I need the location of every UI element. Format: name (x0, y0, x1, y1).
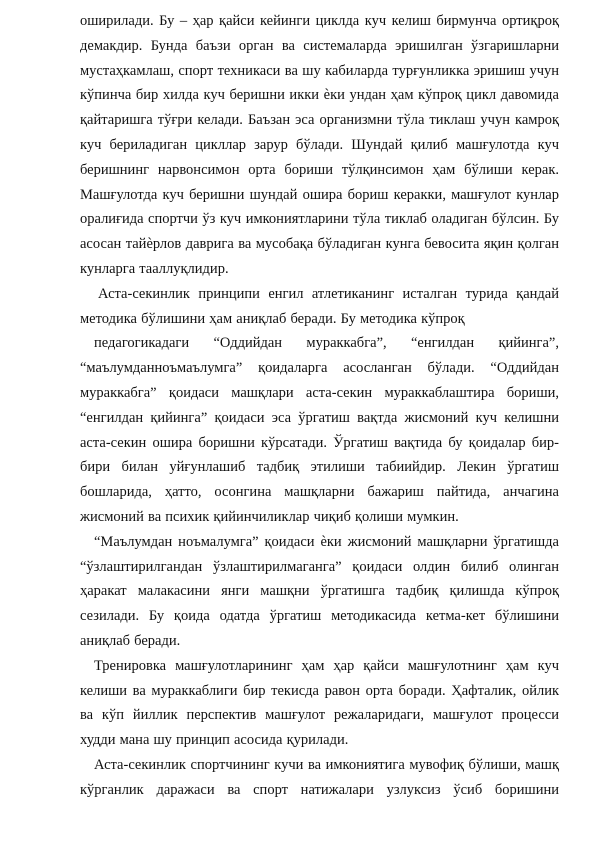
paragraph-training-sessions: Тренировка машғулотларининг ҳам ҳар қайси машғулотнинг ҳам куч келиши ва мураккаблиги бир текисда равон орта боради. Ҳафталик, ойлик ва кўп йиллик перспектив машғулот режаларидаги, машғулот процесси худди мана шу принцип асосида қурилади. (80, 657, 559, 749)
paragraph-pedagogy-rules: педагогикадаги “Оддийдан мураккабга”, “енгилдан қийинга”, “маълумданноъмаълумга” қоидаларга асосланган бўлади. “Оддийдан мураккабга” қоидаси машқлари аста-секин мураккаблаштира бориши, “енгилдан қийинга” қоидаси эса ўргатиш вақтда жисмоний куч келишни аста-секин ошира боришни кўрсатади. Ўргатиш вақтида бу қоидалар бир-бири билан уйғунлашиб тадбиқ этилиши табиийдир. Лекин ўргатиш бошларида, ҳатто, осонгина машқларни бажариш пайтида, анчагина жисмоний ва психик қийинчиликлар чиқиб қолиши мумкин. (80, 335, 559, 525)
paragraph-known-to-unknown: “Маълумдан ноъмалумга” қоидаси ѐки жисмоний машқларни ўргатишда “ўзлаштирилгандан ўзлаштирилмаганга” қоидаси олдин билиб олинган ҳаракат малакасини янги машқни ўргатишга тадбиқ қилишда кўпроқ сезилади. Бу қоида одатда ўргатиш методикасида кетма-кет бўлишини аниқлаб беради. (80, 533, 559, 649)
paragraph-gradualness-principle: Аста-секинлик принципи енгил атлетиканинг исталган турида қандай методика бўлишини ҳам аниқлаб беради. Бу методика кўпроқ (80, 285, 559, 327)
paragraph-gradualness-ability: Аста-секинлик спортчининг кучи ва имкониятига мувофиқ бўлиши, машқ кўрганлик даражаси ва спорт натижалари узлуксиз ўсиб боришини (80, 756, 559, 798)
body-text (80, 9, 559, 803)
paragraph-continuation: оширилади. Бу – ҳар қайси кейинги циклда куч келиш бирмунча ортиқроқ демакдир. Бунда баъзи орган ва системаларда эришилган ўзгаришларни мустаҳкамлаш, спорт техникаси ва шу кабиларда турғунликка эришиш учун кўпинча бир хилда куч беришни икки ѐки ундан ҳам кўпроқ цикл давомида қайтаришга тўғри келади. Баъзан эса организмни тўла тиклаш учун камроқ куч бериладиган цикллар зарур бўлади. Шундай қилиб машғулотда куч беришнинг нарвонсимон орта бориши тўлқинсимон ҳам бўлиши керак. Машғулотда куч беришни шундай ошира бориш керакки, машғулот кунлар оралиғида спортчи ўз куч имкониятларини тўла тиклаб оладиган бўлсин. Бу асосан тайѐрлов даврига ва мусобақа бўладиган кунга бевосита яқин қолган кунларга тааллуқлидир. (80, 13, 559, 277)
